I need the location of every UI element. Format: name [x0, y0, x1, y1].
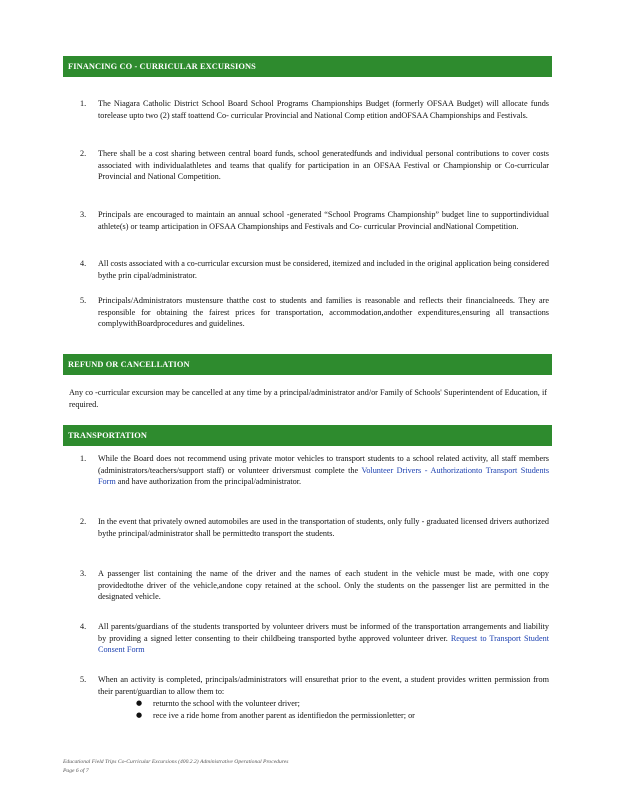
- page-footer: [63, 758, 543, 776]
- item-text-end: and have authorization from the principal/administrator.: [115, 477, 302, 487]
- footer-page-number: Page 6 of 7: [63, 768, 89, 774]
- item-text: [98, 453, 549, 488]
- item-number: 2.: [80, 517, 87, 526]
- bullet-icon: ●: [136, 699, 143, 707]
- item-text-start: All parents/guardians of the students transported by volunteer drivers must be informed of the transportation arrangements and liability by providing a signed letter consenting to their childbeing transported bythe approved volunteer driver.: [98, 622, 549, 643]
- section-header-financing: FINANCING CO - CURRICULAR EXCURSIONS: [63, 56, 552, 77]
- item-text-start: While the Board does not recommend using private motor vehicles to transport students to a school related activity, all staff members (administrators/teachers/support staff) or volunteer driversmust complete the: [98, 454, 549, 475]
- item-text: Principals/Administrators mustensure thatthe cost to students and families is reasonable and reflects their financialneeds. They are responsible for obtaining the fairest prices for transportation, accommodation,andother expenditures,ensuring all transactions complywithBoardprocedures and guidelines.: [98, 296, 549, 329]
- volunteer-drivers-form-link[interactable]: Volunteer Drivers - Authorizationto Transport Students Form: [98, 465, 550, 487]
- item-text: In the event that privately owned automobiles are used in the transportation of students, only fully - graduated licensed drivers authorized bythe principal/administrator shall be permittedto transport the students.: [98, 517, 549, 538]
- refund-paragraph: Any co -curricular excursion may be cancelled at any time by a principal/administrator and/or Family of Schools' Superintendent of Education, if required.: [69, 388, 547, 409]
- bullet-text: rece ive a ride home from another parent as identifiedon the permissionletter; or: [153, 711, 415, 720]
- item-text: All costs associated with a co-curricular excursion must be considered, itemized and included in the original application being considered bythe prin cipal/administrator.: [98, 259, 549, 280]
- consent-form-link[interactable]: Request to Transport Student Consent Form: [98, 633, 549, 655]
- bullet-text: returnto the school with the volunteer driver;: [153, 699, 300, 708]
- item-number: 5.: [80, 296, 87, 305]
- item-number: 1.: [80, 99, 87, 108]
- item-text: There shall be a cost sharing between central board funds, school generatedfunds and individual personal contributions to cover costs associated with individualathletes and teams that qualify for participation in an OFSAA Festival or Championship or Co-curricular Provincial and National Competition.: [98, 149, 549, 182]
- item-text: A passenger list containing the name of the driver and the names of each student in the vehicle must be made, with one copy providedtothe driver of the vehicle,andone copy retained at the school. Only the students on the passenger list are permitted in the designated vehicle.: [98, 569, 549, 602]
- item-text: The Niagara Catholic District School Board School Programs Championships Budget (formerly OFSAA Budget) will allocate funds torelease upto two (2) staff toattend Co- curricular Provincial and National Comp etition andOFSAA Championships and Festivals.: [98, 99, 549, 120]
- item-text: Principals are encouraged to maintain an annual school -generated “School Programs Championship” budget line to supportindividual athlete(s) or teamp articipation in OFSAA Championships and Festivals and Co- curricular Provincial andNational Competition.: [98, 210, 549, 231]
- item-number: 2.: [80, 149, 87, 158]
- item-number: 4.: [80, 259, 87, 268]
- item-text: When an activity is completed, principals/administrators will ensurethat prior to the event, a student provides written permission from their parent/guardian to allow them to:: [98, 675, 549, 696]
- item-text: [98, 621, 549, 656]
- bullet-icon: ●: [136, 711, 143, 719]
- section-header-refund: REFUND OR CANCELLATION: [63, 354, 552, 375]
- item-number: 5.: [80, 675, 87, 684]
- item-number: 3.: [80, 210, 87, 219]
- section-header-transportation: TRANSPORTATION: [63, 425, 552, 446]
- item-number: 1.: [80, 454, 87, 463]
- footer-document-title: Educational Field Trips Co-Curricular Excursions (400.2.2) Administrative Operational Procedures: [63, 759, 289, 765]
- item-number: 3.: [80, 569, 87, 578]
- item-number: 4.: [80, 622, 87, 631]
